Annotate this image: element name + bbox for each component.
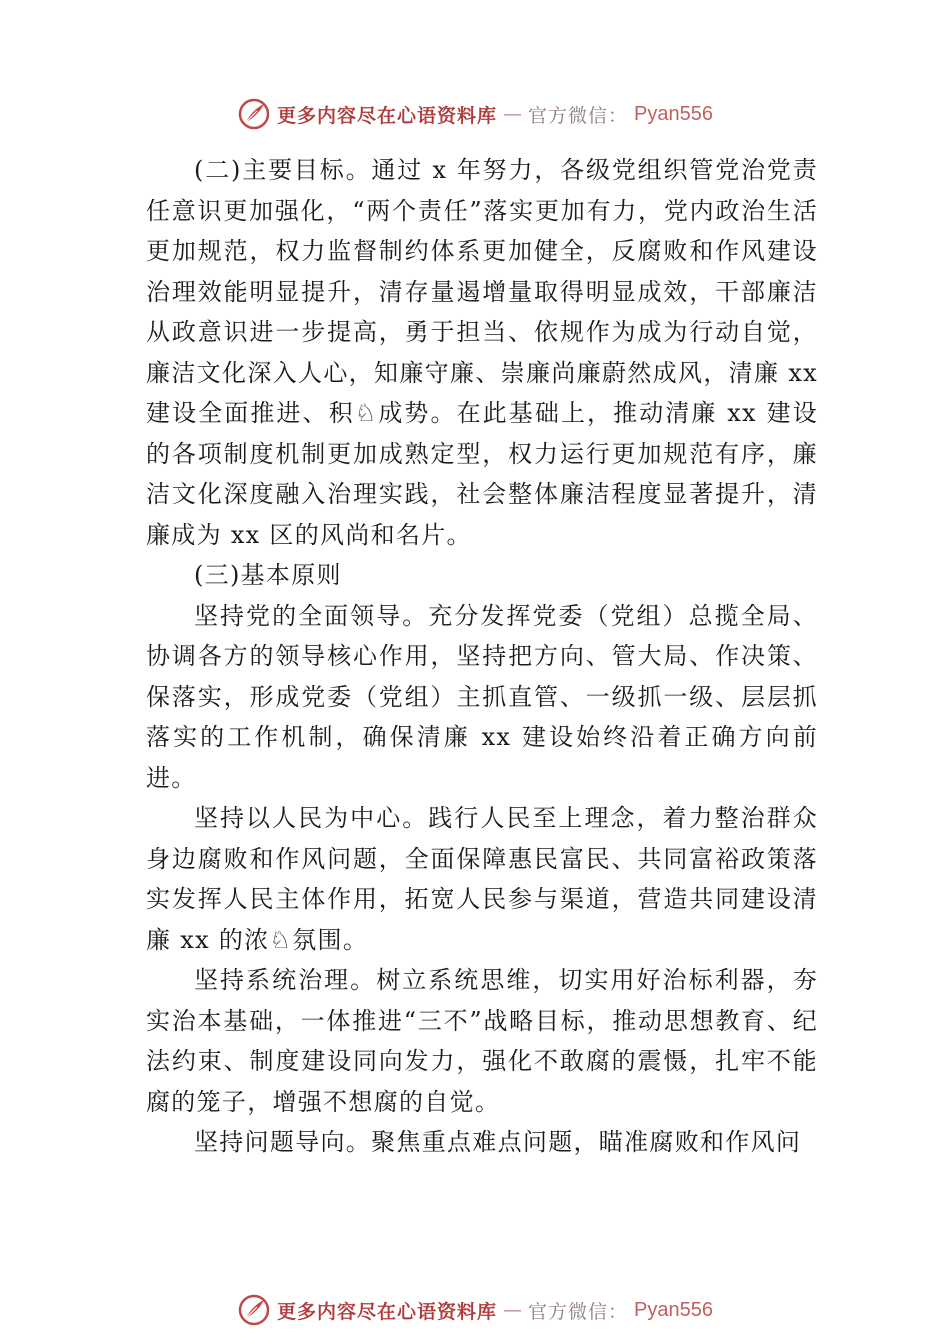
document-body bbox=[146, 150, 818, 1163]
feather-quill-seal-icon bbox=[237, 97, 271, 131]
paragraph-system-governance: 坚持系统治理。树立系统思维，切实用好治标利器，夯实治本基础，一体推进“三不”战略目标，推动思想教育、纪法约束、制度建设同向发力，强化不敢腐的震慑，扎牢不能腐的笼子，增强不想腐的自觉。 bbox=[146, 966, 818, 1116]
watermark-dash: — bbox=[503, 103, 523, 125]
watermark-wechat-id: Pyan556 bbox=[634, 102, 713, 125]
watermark-text: 更多内容尽在心语资料库 bbox=[277, 1300, 498, 1323]
header-watermark bbox=[0, 94, 950, 134]
watermark-text: 更多内容尽在心语资料库 bbox=[277, 104, 498, 127]
paragraph-problem-oriented: 坚持问题导向。聚焦重点难点问题，瞄准腐败和作风问 bbox=[194, 1128, 802, 1156]
footer-watermark bbox=[0, 1290, 950, 1330]
heading-basic-principles: (三)基本原则 bbox=[194, 561, 342, 589]
feather-quill-seal-icon bbox=[237, 1293, 271, 1327]
watermark-wechat-label: 官方微信： bbox=[528, 104, 629, 127]
watermark-dash: — bbox=[503, 1299, 523, 1321]
watermark-wechat-id: Pyan556 bbox=[634, 1298, 713, 1321]
paragraph-main-goals: (二)主要目标。通过 x 年努力，各级党组织管党治党责任意识更加强化，“两个责任”落实更加有力，党内政治生活更加规范，权力监督制约体系更加健全，反腐败和作风建设治理效能明显提升，清存量遏增量取得明显成效，干部廉洁从政意识进一步提高，勇于担当、依规作为成为行动自觉， 廉洁文化深入人心，知廉守廉、崇廉尚廉蔚然成风，清廉 xx 建设全面推进、积♘成势。在此基础上，推动清廉 xx 建设的各项制度机制更加成熟定型，权力运行更加规范有序，廉洁文化深度融入治理实践，社会整体廉洁程度显著提升，清廉成为 xx 区的风尚和名片。 bbox=[146, 156, 818, 549]
paragraph-party-leadership: 坚持党的全面领导。充分发挥党委（党组）总揽全局、协调各方的领导核心作用，坚持把方向、管大局、作决策、保落实，形成党委（党组）主抓直管、一级抓一级、层层抓落实的工作机制，确保清廉 xx 建设始终沿着正确方向前进。 bbox=[146, 601, 818, 792]
watermark-wechat-label: 官方微信： bbox=[528, 1300, 629, 1323]
paragraph-people-centered: 坚持以人民为中心。践行人民至上理念，着力整治群众身边腐败和作风问题，全面保障惠民富民、共同富裕政策落实发挥人民主体作用，拓宽人民参与渠道，营造共同建设清廉 xx 的浓♘氛围。 bbox=[146, 804, 818, 954]
